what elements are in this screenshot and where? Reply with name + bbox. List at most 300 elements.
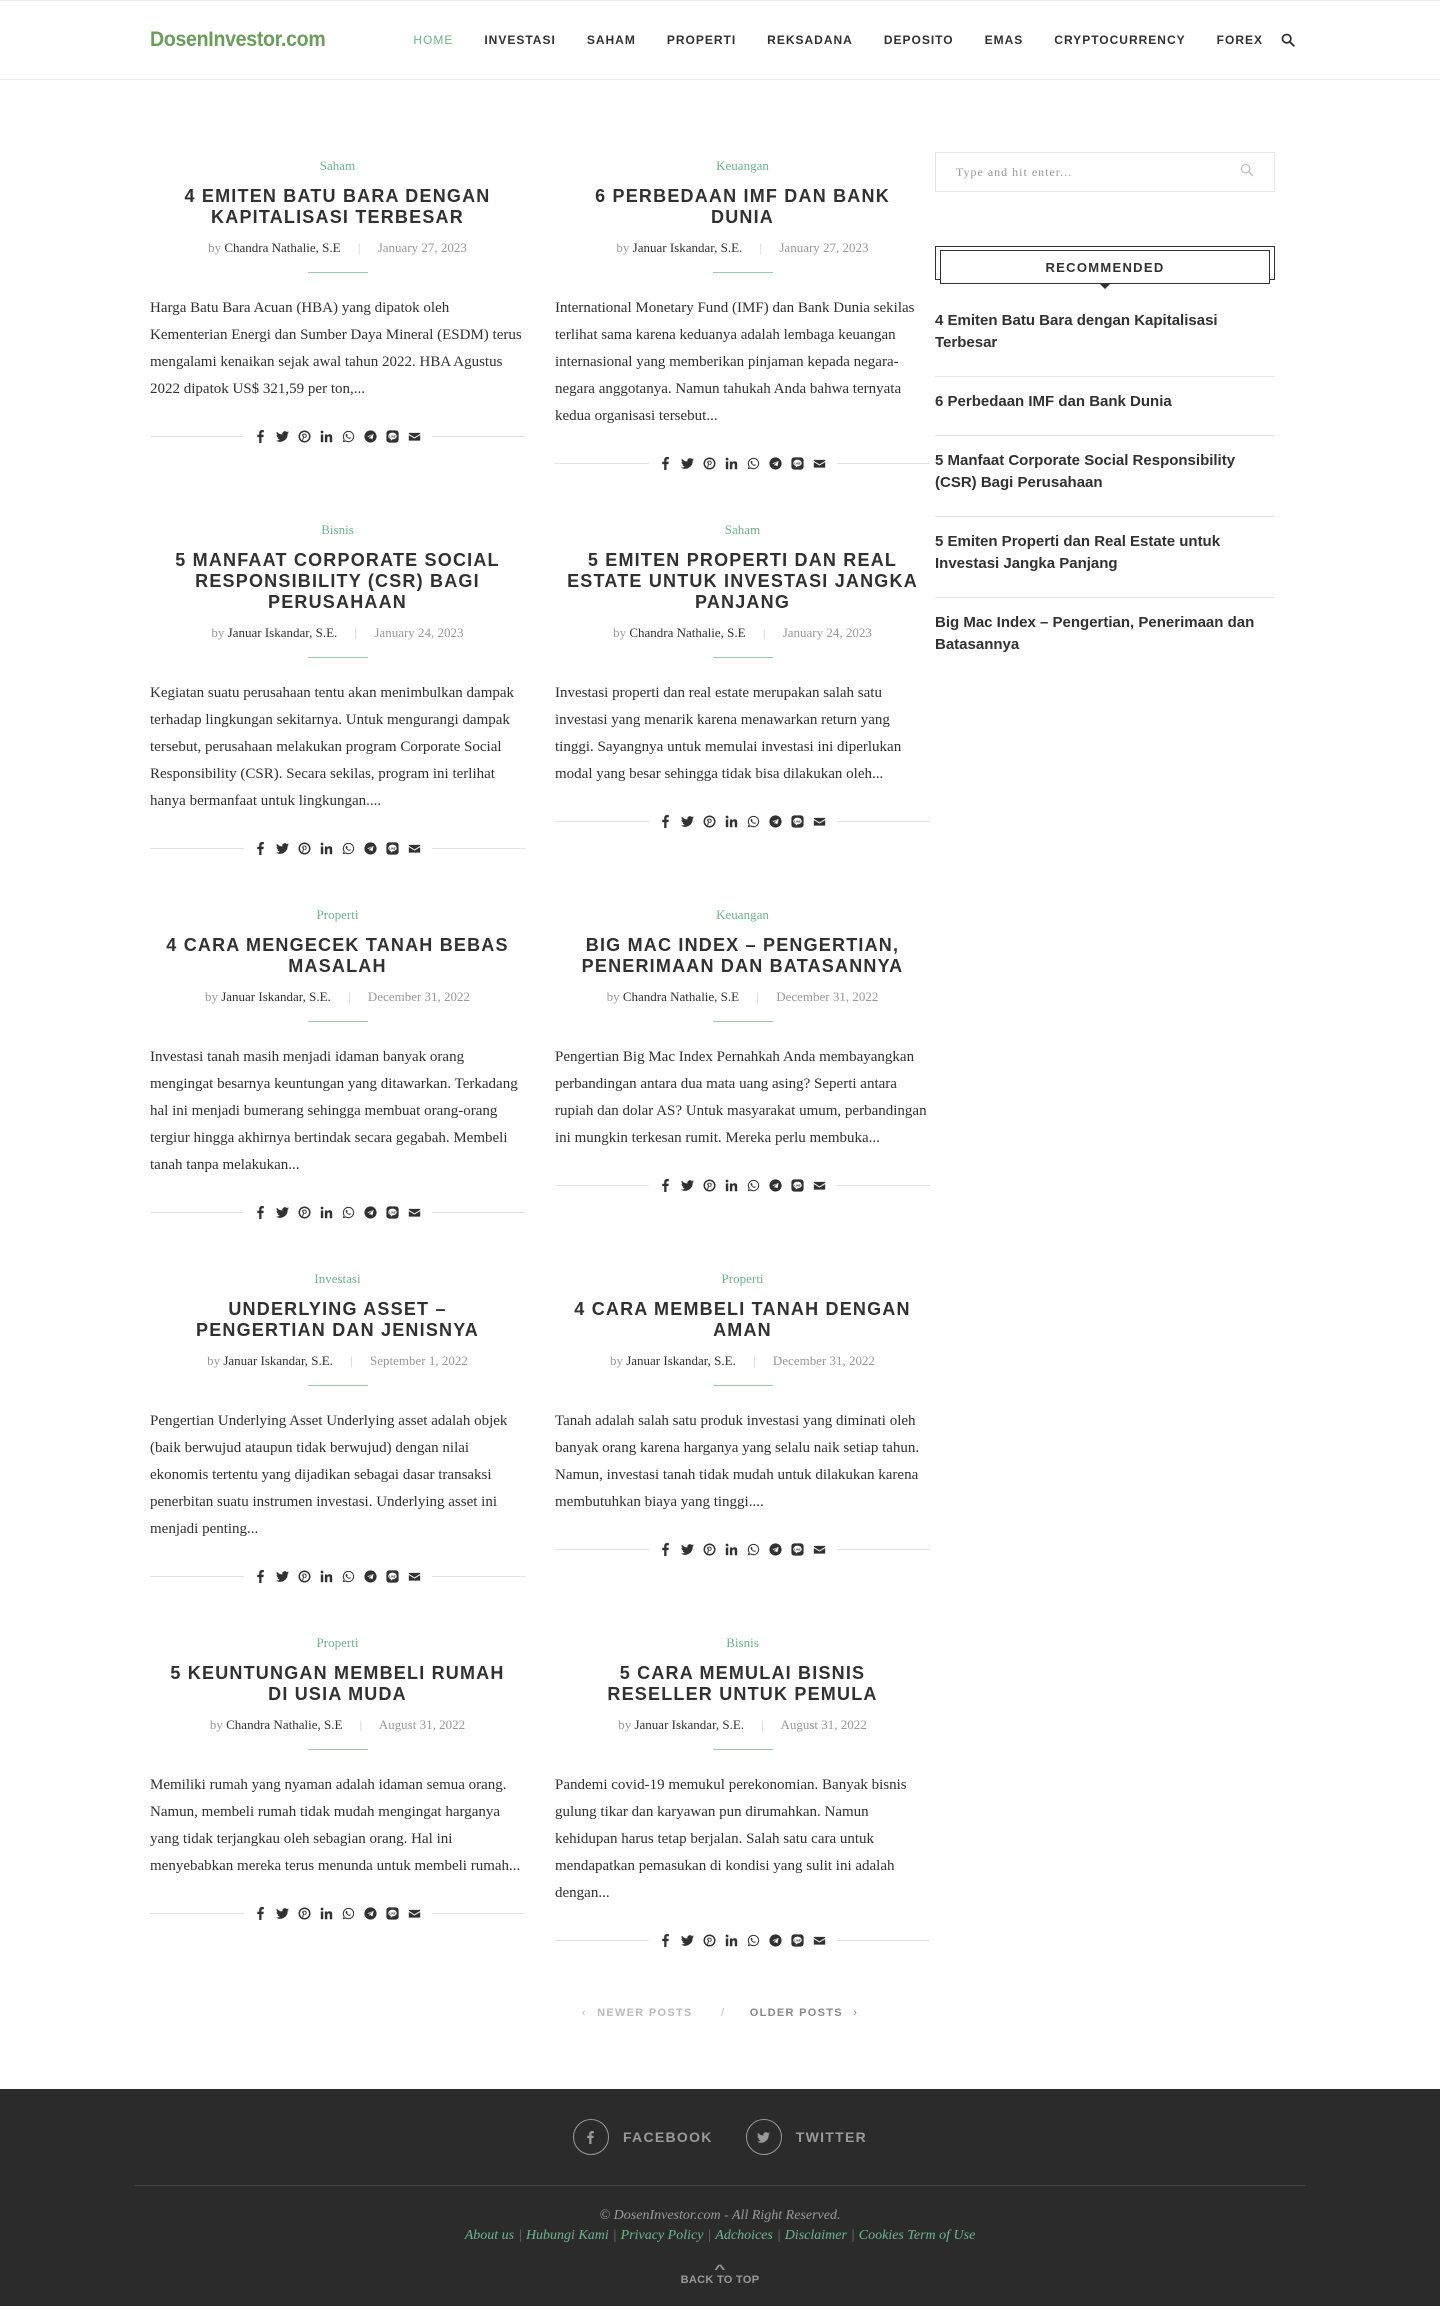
whatsapp-icon[interactable] (747, 1542, 761, 1556)
facebook-icon[interactable] (254, 1906, 268, 1920)
meta-separator: | (753, 1353, 756, 1368)
divider (555, 1549, 649, 1550)
twitter-icon[interactable] (681, 1542, 695, 1556)
whatsapp-icon[interactable] (747, 456, 761, 470)
list-item (935, 300, 1275, 377)
twitter-icon[interactable] (276, 1569, 290, 1583)
chevron-right-icon: › (853, 2007, 859, 2019)
post-title-link[interactable]: 4 CARA MEMBELI TANAH DENGAN AMAN (574, 1299, 911, 1340)
site-header (0, 0, 1440, 80)
post-meta (555, 240, 930, 256)
post-meta (150, 240, 525, 256)
post-category[interactable]: Properti (316, 907, 359, 922)
list-item (935, 377, 1275, 436)
site-logo[interactable]: DosenInvestor.com (150, 28, 326, 51)
newer-posts-link[interactable] (576, 2007, 693, 2019)
share-bar (150, 1205, 525, 1219)
post-date: August 31, 2022 (780, 1717, 867, 1732)
facebook-icon[interactable] (254, 429, 268, 443)
whatsapp-icon[interactable] (747, 814, 761, 828)
line-icon[interactable] (791, 1178, 805, 1192)
divider (432, 1913, 526, 1914)
pagination (0, 2007, 1440, 2019)
title-divider (713, 657, 773, 658)
title-divider (308, 657, 368, 658)
twitter-icon[interactable] (681, 456, 695, 470)
footer-link-adchoices[interactable]: Adchoices (715, 2228, 773, 2243)
whatsapp-icon[interactable] (747, 1178, 761, 1192)
telegram-icon[interactable] (364, 1906, 378, 1920)
share-icons (649, 1542, 837, 1556)
post-date: December 31, 2022 (776, 989, 879, 1004)
divider (432, 1576, 526, 1577)
post-title[interactable] (555, 550, 930, 613)
footer-social (135, 2119, 1305, 2186)
footer-links: About us | Hubungi Kami | Privacy Policy | Adchoices | Disclaimer | Cookies Term of Use (464, 2228, 976, 2243)
post-meta (150, 625, 525, 641)
post-author[interactable]: Chandra Nathalie, S.E (226, 1717, 343, 1732)
facebook-icon[interactable] (254, 841, 268, 855)
facebook-link[interactable] (573, 2119, 713, 2155)
post-author[interactable]: Januar Iskandar, S.E. (221, 989, 331, 1004)
share-icons (649, 1178, 837, 1192)
svg-text:LINE: LINE (389, 845, 396, 850)
line-icon[interactable] (386, 429, 400, 443)
post-title[interactable] (150, 186, 525, 228)
share-icons (244, 1569, 432, 1583)
footer-link-contact[interactable]: Hubungi Kami (525, 2228, 609, 2243)
meta-separator: | (762, 625, 766, 640)
line-icon[interactable] (791, 814, 805, 828)
older-posts-label: OLDER POSTS (749, 2007, 843, 2019)
title-divider (713, 1385, 773, 1386)
twitter-icon (746, 2119, 782, 2155)
svg-text:LINE: LINE (794, 1182, 801, 1187)
svg-text:LINE: LINE (389, 433, 396, 438)
recommended-list (935, 300, 1275, 678)
post-category[interactable]: Properti (721, 1271, 764, 1286)
post-meta (555, 625, 930, 641)
divider (150, 1212, 244, 1213)
share-bar (150, 1569, 525, 1583)
divider (432, 1212, 526, 1213)
telegram-icon[interactable] (769, 456, 783, 470)
post-category[interactable]: Keuangan (716, 907, 769, 922)
post-card (150, 142, 525, 443)
linkedin-icon[interactable] (725, 814, 739, 828)
post-category[interactable]: Saham (319, 158, 356, 173)
nav-reksadana[interactable]: REKSADANA (767, 33, 853, 47)
divider (555, 1185, 649, 1186)
telegram-icon[interactable] (364, 1569, 378, 1583)
widget-heading: RECOMMENDED (940, 250, 1270, 284)
pinterest-icon[interactable] (298, 1906, 312, 1920)
nav-properti[interactable]: PROPERTI (666, 33, 737, 47)
site-footer (0, 2089, 1440, 2306)
search-icon[interactable] (1281, 33, 1295, 47)
whatsapp-icon[interactable] (342, 1569, 356, 1583)
title-divider (713, 272, 773, 273)
telegram-icon[interactable] (769, 1542, 783, 1556)
divider (150, 436, 244, 437)
share-bar (555, 1178, 930, 1192)
by-label: by (616, 240, 630, 255)
meta-separator: | (348, 989, 351, 1004)
pinterest-icon[interactable] (703, 814, 717, 828)
post-date: December 31, 2022 (367, 989, 471, 1004)
facebook-icon[interactable] (659, 456, 673, 470)
list-item (935, 598, 1275, 678)
svg-text:LINE: LINE (794, 460, 801, 465)
title-divider (308, 272, 368, 273)
nav-home[interactable]: HOME (413, 33, 454, 47)
meta-separator: | (756, 989, 759, 1004)
divider (837, 1940, 931, 1941)
post-category[interactable]: Saham (724, 522, 761, 537)
whatsapp-icon[interactable] (747, 1933, 761, 1947)
facebook-label: FACEBOOK (622, 2129, 713, 2145)
twitter-icon[interactable] (681, 1178, 695, 1192)
post-card (555, 1255, 930, 1556)
post-date: December 31, 2022 (772, 1353, 876, 1368)
share-icons (244, 1205, 432, 1219)
post-excerpt: Investasi tanah masih menjadi idaman banyak orang mengingat besarnya keuntungan yang ditawarkan. Terkadang hal ini menjadi bumerang sehingga membuat orang-orang tergiur hingga akhirnya bertindak secara gegabah. Membeli tanah tanpa melakukan... (150, 1049, 518, 1173)
page-body (135, 80, 1305, 1983)
whatsapp-icon[interactable] (342, 841, 356, 855)
by-label: by (211, 625, 225, 640)
linkedin-icon[interactable] (320, 1205, 334, 1219)
back-to-top-button[interactable] (0, 2264, 1440, 2286)
post-category[interactable]: Properti (316, 1635, 359, 1650)
post-excerpt: Pengertian Underlying Asset Underlying asset adalah objek (baik berwujud ataupun tidak berwujud) dengan nilai ekonomis tertentu yang dijadikan sebagai dasar transaksi penerbitan suatu instrumen investasi. Underlying asset ini menjadi penting... (150, 1413, 508, 1537)
linkedin-icon[interactable] (320, 1569, 334, 1583)
email-icon[interactable] (408, 841, 422, 855)
meta-separator: | (354, 625, 358, 640)
list-item (935, 436, 1275, 517)
post-category[interactable]: Keuangan (716, 158, 769, 173)
nav-emas[interactable]: EMAS (984, 33, 1024, 47)
by-label: by (208, 240, 222, 255)
post-date: January 24, 2023 (374, 625, 464, 640)
recommended-link[interactable]: Big Mac Index – Pengertian, Penerimaan dan Batasannya (935, 614, 1255, 653)
post-author[interactable]: Januar Iskandar, S.E. (227, 625, 338, 640)
svg-text:LINE: LINE (794, 818, 801, 823)
email-icon[interactable] (813, 1542, 827, 1556)
post-card (150, 1619, 525, 1920)
post-author[interactable]: Januar Iskandar, S.E. (634, 1717, 745, 1732)
email-icon[interactable] (813, 1178, 827, 1192)
post-title-link[interactable]: 5 MANFAAT CORPORATE SOCIAL RESPONSIBILITY (CSR) BAGI PERUSAHAAN (175, 550, 500, 612)
search-icon[interactable] (1240, 163, 1254, 182)
email-icon[interactable] (813, 1933, 827, 1947)
pinterest-icon[interactable] (703, 456, 717, 470)
post-date: January 27, 2023 (779, 240, 869, 255)
post-title-link[interactable]: 4 EMITEN BATU BARA DENGAN KAPITALISASI TERBESAR (184, 186, 491, 227)
email-icon[interactable] (408, 1569, 422, 1583)
divider (837, 821, 931, 822)
footer-link-disclaimer[interactable]: Disclaimer (784, 2228, 847, 2243)
share-icons (649, 1933, 837, 1947)
post-category[interactable]: Bisnis (321, 522, 354, 537)
post-excerpt: Kegiatan suatu perusahaan tentu akan menimbulkan dampak terhadap lingkungan sekitarnya. Untuk mengurangi dampak tersebut, perusahaan melakukan program Corporate Social Responsibility (CSR). Secara sekilas, program ini terlihat hanya bermanfaat untuk lingkungan.... (150, 685, 515, 809)
post-author[interactable]: Januar Iskandar, S.E. (626, 1353, 736, 1368)
pinterest-icon[interactable] (298, 1569, 312, 1583)
telegram-icon[interactable] (364, 1205, 378, 1219)
post-title[interactable] (555, 1299, 930, 1341)
share-icons (649, 456, 837, 470)
meta-separator: | (759, 240, 763, 255)
sidebar (935, 142, 1275, 1983)
newer-posts-label: NEWER POSTS (597, 2007, 693, 2019)
by-label: by (606, 989, 620, 1004)
line-icon[interactable] (386, 1569, 400, 1583)
post-title[interactable] (150, 1663, 525, 1705)
divider (837, 1549, 931, 1550)
linkedin-icon[interactable] (725, 1933, 739, 1947)
post-author[interactable]: Januar Iskandar, S.E. (632, 240, 743, 255)
post-title-link[interactable]: BIG MAC INDEX – PENGERTIAN, PENERIMAAN DAN BATASANNYA (581, 935, 904, 976)
pinterest-icon[interactable] (703, 1933, 717, 1947)
meta-separator: | (357, 240, 361, 255)
post-category[interactable]: Bisnis (726, 1635, 759, 1650)
linkedin-icon[interactable] (725, 1542, 739, 1556)
chevron-left-icon: ‹ (581, 2007, 587, 2019)
post-date: September 1, 2022 (370, 1353, 468, 1368)
post-meta (150, 1353, 525, 1369)
nav-forex[interactable]: FOREX (1216, 33, 1263, 47)
footer-link-cookies[interactable]: Cookies Term of Use (858, 2228, 976, 2243)
post-card (555, 506, 930, 828)
email-icon[interactable] (408, 429, 422, 443)
post-title-link[interactable]: 5 KEUNTUNGAN MEMBELI RUMAH DI USIA MUDA (170, 1663, 505, 1704)
twitter-icon[interactable] (276, 841, 290, 855)
caret-down-icon (1100, 284, 1110, 289)
share-bar (555, 814, 930, 828)
title-divider (308, 1385, 368, 1386)
post-title-link[interactable]: UNDERLYING ASSET – PENGERTIAN DAN JENISNYA (196, 1299, 479, 1340)
share-bar (150, 841, 525, 855)
post-title[interactable] (555, 935, 930, 977)
by-label: by (618, 1717, 632, 1732)
nav-cryptocurrency[interactable]: CRYPTOCURRENCY (1054, 33, 1186, 47)
meta-separator: | (359, 1717, 363, 1732)
post-meta (555, 1717, 930, 1733)
recommended-link[interactable]: 6 Perbedaan IMF dan Bank Dunia (935, 393, 1172, 410)
line-icon[interactable] (791, 1542, 805, 1556)
email-icon[interactable] (813, 456, 827, 470)
pinterest-icon[interactable] (298, 429, 312, 443)
facebook-icon[interactable] (659, 1178, 673, 1192)
sidebar-search (935, 152, 1275, 192)
linkedin-icon[interactable] (725, 456, 739, 470)
svg-text:LINE: LINE (389, 1573, 396, 1578)
telegram-icon[interactable] (364, 429, 378, 443)
by-label: by (207, 1353, 221, 1368)
nav-investasi[interactable]: INVESTASI (484, 33, 556, 47)
post-date: January 27, 2023 (377, 240, 467, 255)
post-title[interactable] (555, 1663, 930, 1705)
facebook-icon[interactable] (659, 1933, 673, 1947)
meta-separator: | (350, 1353, 353, 1368)
divider (555, 821, 649, 822)
nav-deposito[interactable]: DEPOSITO (883, 33, 954, 47)
chevron-up-icon: ^ (714, 2262, 726, 2276)
divider (432, 848, 526, 849)
linkedin-icon[interactable] (725, 1178, 739, 1192)
whatsapp-icon[interactable] (342, 1205, 356, 1219)
divider (555, 463, 649, 464)
older-posts-link[interactable] (750, 2007, 864, 2019)
svg-text:LINE: LINE (794, 1546, 801, 1551)
telegram-icon[interactable] (769, 814, 783, 828)
sidebar-search-input[interactable] (956, 165, 1216, 180)
post-title[interactable] (555, 186, 930, 228)
share-bar (150, 429, 525, 443)
post-date: August 31, 2022 (378, 1717, 466, 1732)
by-label: by (204, 989, 218, 1004)
post-card (555, 891, 930, 1192)
twitter-label: TWITTER (795, 2129, 868, 2145)
twitter-icon[interactable] (276, 1906, 290, 1920)
divider (432, 436, 526, 437)
facebook-icon[interactable] (254, 1205, 268, 1219)
twitter-icon[interactable] (276, 1205, 290, 1219)
line-icon[interactable] (386, 841, 400, 855)
linkedin-icon[interactable] (320, 1906, 334, 1920)
footer-link-privacy[interactable]: Privacy Policy (620, 2228, 704, 2243)
post-card (555, 142, 930, 470)
by-label: by (613, 625, 627, 640)
pinterest-icon[interactable] (298, 1205, 312, 1219)
twitter-icon[interactable] (276, 429, 290, 443)
recommended-link[interactable]: 5 Manfaat Corporate Social Responsibility (CSR) Bagi Perusahaan (935, 452, 1236, 491)
share-bar (555, 1542, 930, 1556)
post-meta (555, 1353, 930, 1369)
post-title-link[interactable]: 6 PERBEDAAN IMF DAN BANK DUNIA (595, 186, 890, 227)
linkedin-icon[interactable] (320, 841, 334, 855)
post-category[interactable]: Investasi (314, 1271, 361, 1286)
footer-link-about[interactable]: About us (464, 2228, 515, 2243)
facebook-icon[interactable] (659, 814, 673, 828)
line-icon[interactable] (791, 1933, 805, 1947)
post-title-link[interactable]: 4 CARA MENGECEK TANAH BEBAS MASALAH (166, 935, 509, 976)
post-card (150, 891, 525, 1219)
whatsapp-icon[interactable] (342, 1906, 356, 1920)
post-excerpt: Harga Batu Bara Acuan (HBA) yang dipatok oleh Kementerian Energi dan Sumber Daya Mineral (ESDM) terus mengalami kenaikan sejak awal tahun 2022. HBA Agustus 2022 dipatok US$ 321,59 per ton,... (150, 300, 522, 397)
meta-separator: | (761, 1717, 764, 1732)
divider (837, 1185, 931, 1186)
divider (150, 1913, 244, 1914)
post-meta (555, 989, 930, 1005)
svg-text:LINE: LINE (389, 1209, 396, 1214)
post-title-link[interactable]: 5 CARA MEMULAI BISNIS RESELLER UNTUK PEMULA (607, 1663, 878, 1704)
divider (837, 463, 931, 464)
post-excerpt: Tanah adalah salah satu produk investasi yang diminati oleh banyak orang karena harganya yang selalu naik setiap tahun. Namun, investasi tanah tidak mudah untuk dilakukan karena membutuhkan biaya yang tinggi.... (555, 1413, 920, 1510)
post-meta (150, 1717, 525, 1733)
twitter-icon[interactable] (681, 1933, 695, 1947)
post-meta (150, 989, 525, 1005)
recommended-widget-title (935, 246, 1275, 284)
post-card (150, 1255, 525, 1583)
divider (555, 1940, 649, 1941)
back-to-top-label: BACK TO TOP (680, 2274, 760, 2286)
whatsapp-icon[interactable] (342, 429, 356, 443)
email-icon[interactable] (408, 1906, 422, 1920)
title-divider (713, 1749, 773, 1750)
title-divider (308, 1749, 368, 1750)
post-title[interactable] (150, 1299, 525, 1341)
facebook-icon[interactable] (659, 1542, 673, 1556)
share-bar (555, 1933, 930, 1947)
telegram-icon[interactable] (769, 1933, 783, 1947)
share-icons (244, 841, 432, 855)
twitter-link[interactable] (746, 2119, 867, 2155)
post-title[interactable] (150, 550, 525, 613)
pinterest-icon[interactable] (298, 841, 312, 855)
telegram-icon[interactable] (364, 841, 378, 855)
pagination-separator: / (721, 2007, 726, 2019)
line-icon[interactable] (386, 1205, 400, 1219)
list-item (935, 517, 1275, 598)
copyright: © DosenInvestor.com - All Right Reserved. (599, 2208, 841, 2223)
line-icon[interactable] (791, 456, 805, 470)
email-icon[interactable] (813, 814, 827, 828)
recommended-link[interactable]: 4 Emiten Batu Bara dengan Kapitalisasi Terbesar (935, 312, 1218, 351)
nav-saham[interactable]: SAHAM (586, 33, 636, 47)
post-author[interactable]: Chandra Nathalie, S.E (629, 625, 746, 640)
title-divider (308, 1021, 368, 1022)
post-excerpt: Pengertian Big Mac Index Pernahkah Anda membayangkan perbandingan antara dua mata uang asing? Seperti antara rupiah dan dolar AS? Untuk masyarakat umum, perbandingan ini mungkin terkesan rumit. Mereka perlu membuka... (555, 1049, 927, 1146)
title-divider (713, 1021, 773, 1022)
share-bar (555, 456, 930, 470)
post-card (555, 1619, 930, 1947)
recommended-link[interactable]: 5 Emiten Properti dan Real Estate untuk Investasi Jangka Panjang (935, 533, 1221, 572)
post-card (150, 506, 525, 855)
pinterest-icon[interactable] (703, 1178, 717, 1192)
facebook-icon[interactable] (254, 1569, 268, 1583)
post-excerpt: Investasi properti dan real estate merupakan salah satu investasi yang menarik karena menawarkan return yang tinggi. Sayangnya untuk memulai investasi ini diperlukan modal yang besar sehingga tidak bisa dilakukan oleh... (555, 685, 902, 782)
svg-text:LINE: LINE (794, 1937, 801, 1942)
post-date: January 24, 2023 (782, 625, 872, 640)
telegram-icon[interactable] (769, 1178, 783, 1192)
post-excerpt: Pandemi covid-19 memukul perekonomian. Banyak bisnis gulung tikar dan karyawan pun dirumahkan. Namun kehidupan harus tetap berjalan. Salah satu cara untuk mendapatkan pemasukan di kondisi yang sulit ini adalah dengan... (555, 1777, 907, 1901)
post-excerpt: Memiliki rumah yang nyaman adalah idaman semua orang. Namun, membeli rumah tidak mudah mengingat harganya yang tidak terjangkau oleh sebagian orang. Hal ini menyebabkan mereka terus menunda untuk membeli rumah... (150, 1777, 521, 1874)
divider (150, 848, 244, 849)
by-label: by (609, 1353, 623, 1368)
post-title[interactable] (150, 935, 525, 977)
post-author[interactable]: Chandra Nathalie, S.E (224, 240, 341, 255)
post-excerpt: International Monetary Fund (IMF) dan Bank Dunia sekilas terlihat sama karena keduanya adalah lembaga keuangan internasional yang memberikan pinjaman kepada negara-negara anggotanya. Namun tahukah Anda bahwa ternyata kedua organisasi tersebut... (555, 300, 915, 424)
share-icons (244, 429, 432, 443)
main-nav (382, 33, 1295, 47)
divider (150, 1576, 244, 1577)
facebook-icon (573, 2119, 609, 2155)
line-icon[interactable] (386, 1906, 400, 1920)
linkedin-icon[interactable] (320, 429, 334, 443)
post-author[interactable]: Chandra Nathalie, S.E (622, 989, 740, 1004)
share-icons (649, 814, 837, 828)
share-bar (150, 1906, 525, 1920)
post-author[interactable]: Januar Iskandar, S.E. (223, 1353, 333, 1368)
email-icon[interactable] (408, 1205, 422, 1219)
by-label: by (209, 1717, 223, 1732)
svg-text:LINE: LINE (389, 1910, 396, 1915)
post-title-link[interactable]: 5 EMITEN PROPERTI DAN REAL ESTATE UNTUK INVESTASI JANGKA PANJANG (567, 550, 918, 612)
twitter-icon[interactable] (681, 814, 695, 828)
pinterest-icon[interactable] (703, 1542, 717, 1556)
share-icons (244, 1906, 432, 1920)
post-grid (135, 142, 927, 1983)
